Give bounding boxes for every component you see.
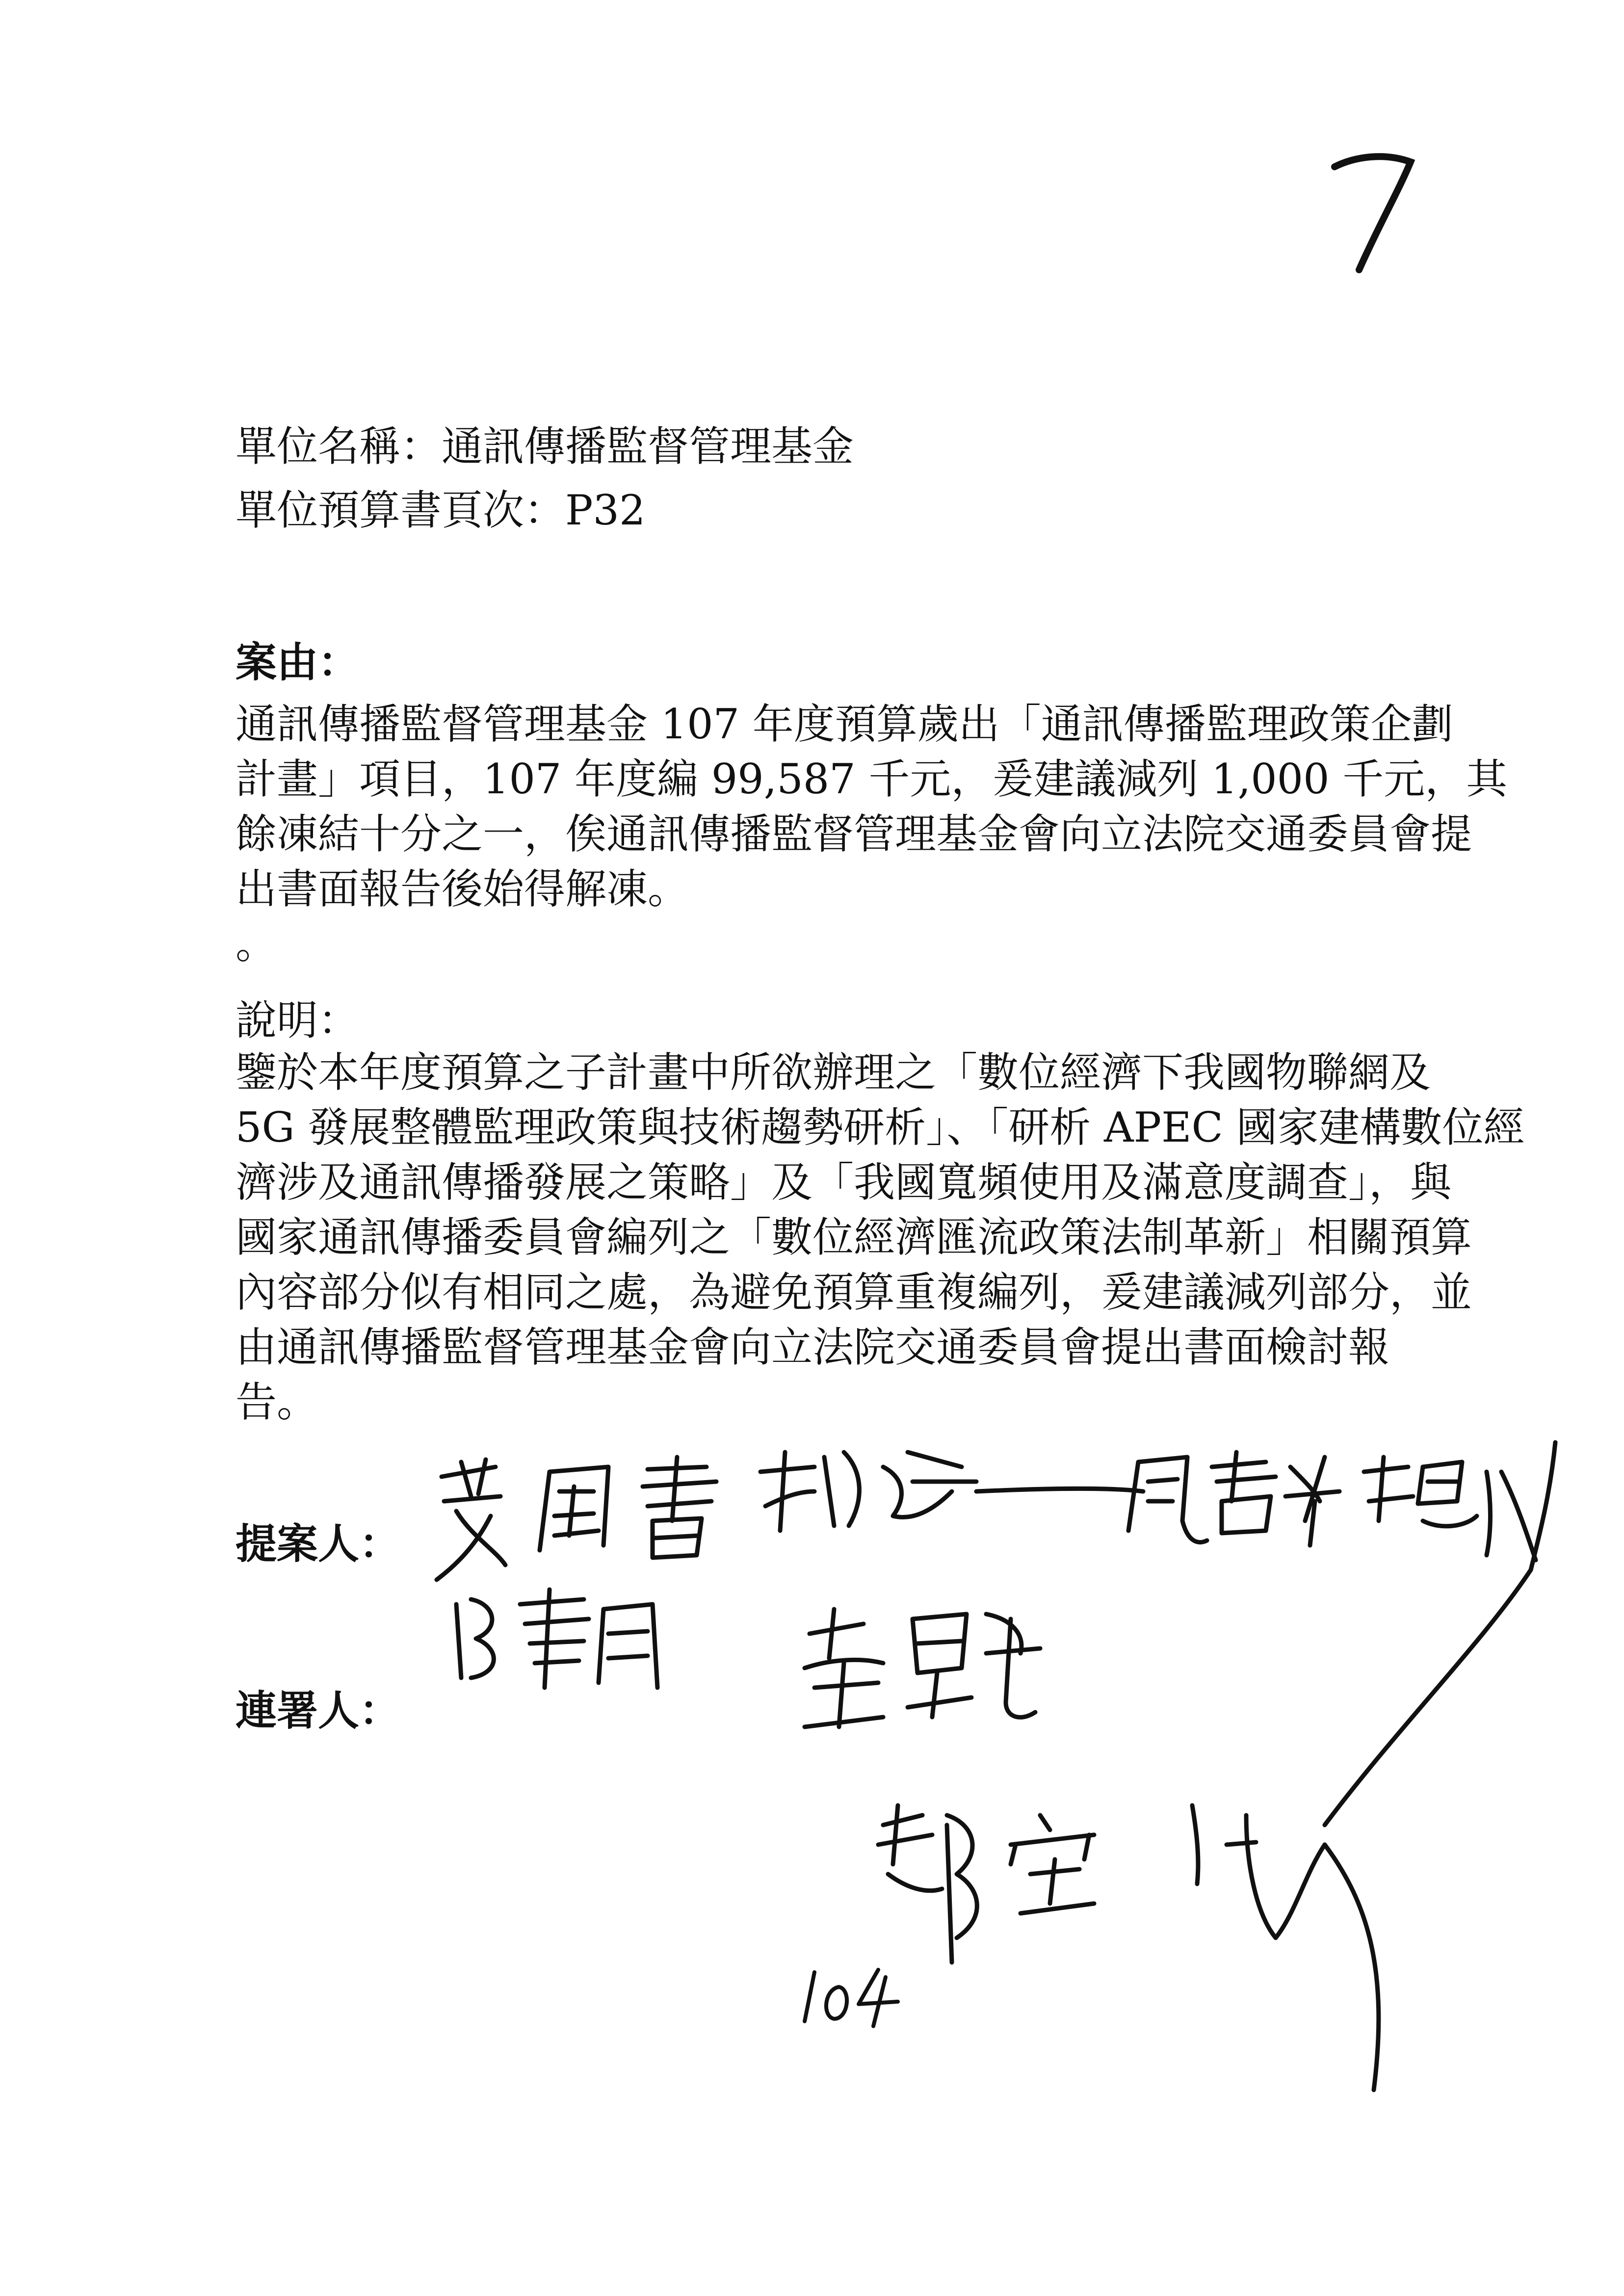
explanation-heading: 說明： <box>236 996 360 1044</box>
signature-3 <box>1128 1452 1339 1545</box>
signature-4 <box>1325 1442 1555 1825</box>
proposer-label: 提案人： <box>236 1519 401 1568</box>
explanation-line: 5G 發展整體監理政策與技術趨勢研析」、「研析 APEC 國家建構數位經 <box>236 1103 1525 1151</box>
budget-page-ref: 單位預算書頁次：P32 <box>236 486 646 534</box>
signature-6 <box>805 1609 1040 1727</box>
explanation-line: 國家通訊傳播委員會編列之「數位經濟匯流政策法制革新」相關預算 <box>236 1213 1472 1261</box>
signature-5 <box>456 1590 657 1688</box>
explanation-line: 鑒於本年度預算之子計畫中所欲辦理之「數位經濟下我國物聯網及 <box>236 1048 1431 1096</box>
explanation-line: 由通訊傳播監督管理基金會向立法院交通委員會提出書面檢討報 <box>236 1323 1390 1371</box>
reason-line: 出書面報告後始得解凍。 <box>236 865 689 913</box>
reason-line: 計畫」項目，107 年度編 99,587 千元，爰建議減列 1,000 千元，其 <box>236 755 1508 803</box>
explanation-line: 告。 <box>236 1378 318 1426</box>
signature-1 <box>437 1457 716 1580</box>
reason-heading: 案由： <box>236 638 360 686</box>
signature-2 <box>760 1452 1143 1531</box>
reason-line: 通訊傳播監督管理基金 107 年度預算歲出「通訊傳播監理政策企劃 <box>236 700 1453 748</box>
signature-7 <box>878 1805 1379 2090</box>
reason-line: 。 <box>236 920 277 968</box>
unit-name: 單位名稱：通訊傳播監督管理基金 <box>236 422 854 470</box>
reason-line: 餘凍結十分之一，俟通訊傳播監督管理基金會向立法院交通委員會提 <box>236 810 1472 858</box>
cosigner-label: 連署人： <box>236 1686 401 1735</box>
explanation-line: 內容部分似有相同之處，為避免預算重複編列，爰建議減列部分，並 <box>236 1268 1472 1316</box>
handwritten-page-number <box>800 1962 908 2031</box>
explanation-line: 濟涉及通訊傳播發展之策略」及「我國寬頻使用及滿意度調查」，與 <box>236 1158 1452 1206</box>
